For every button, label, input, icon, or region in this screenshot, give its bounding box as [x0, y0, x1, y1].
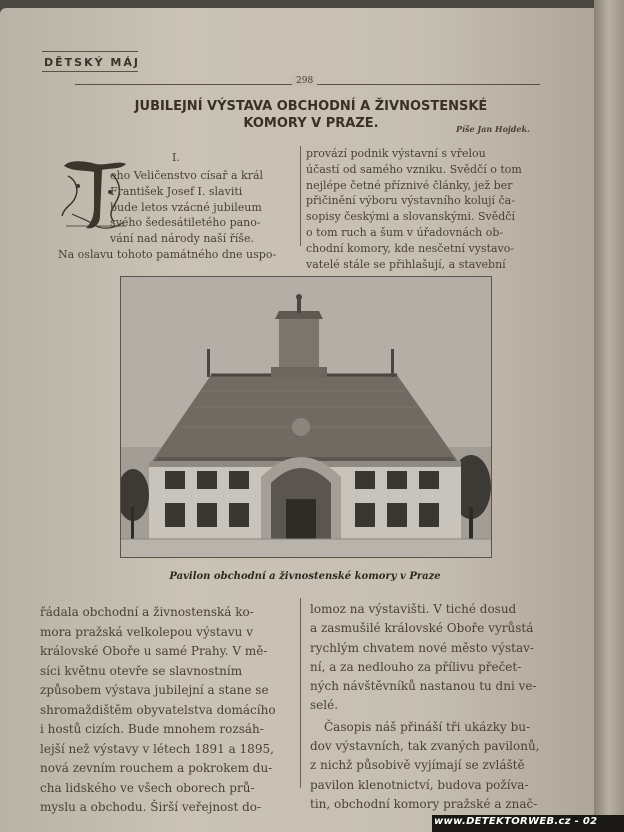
text-line: tin, obchodní komory pražské a znač- [310, 796, 538, 811]
article-title-line-2: KOMORY V PRAZE. [243, 116, 379, 131]
text-line: královské Oboře u samé Prahy. V mě- [40, 644, 268, 658]
text-line: lomoz na výstavišti. V tiché dosud [310, 602, 517, 616]
text-line: chodní komory, kde nesčetní vystavo- [306, 241, 515, 255]
text-line: František Josef I. slaviti [110, 184, 243, 198]
page-number: 298 [292, 76, 317, 86]
photo-caption: Pavilon obchodní a živnostenské komory v Praze [169, 571, 441, 582]
text-line: cha lidského ve všech oborech prů- [40, 780, 255, 795]
text-line: pavilon klenotnictví, budova požíva- [310, 777, 529, 792]
text-line: Na oslavu tohoto památného dne uspo- [58, 247, 277, 261]
text-line: eho Veličenstvo císař a král [110, 169, 264, 182]
text-line: nejlépe četné příznivé články, jež ber [306, 178, 513, 192]
text-line: ní, a za nedlouho za přílivu přečet- [310, 659, 522, 674]
watermark-text: www.DETEKTORWEB.cz - 02 [434, 816, 598, 827]
text-line: dov výstavních, tak zvaných pavilonů, [310, 739, 540, 754]
header-rule-top [42, 51, 138, 52]
text-line: selé. [310, 698, 339, 713]
text-line: nová zevním rouchem a pokrokem du- [40, 761, 273, 775]
text-line: lejší než výstavy v létech 1891 a 1895, [40, 741, 274, 756]
text-line: ných návštěvníků nastanou tu dni ve- [310, 679, 537, 694]
text-line: z nichž působivě vyjímají se zvláště [310, 758, 525, 773]
header-rule-bottom [42, 71, 138, 72]
column-divider [300, 146, 301, 246]
article-title-line-1: JUBILEJNÍ VÝSTAVA OBCHODNÍ A ŽIVNOSTENSKÉ [134, 99, 488, 114]
text-line: i hostů cizích. Bude mnohem rozsáh- [40, 722, 264, 736]
column-divider [300, 598, 301, 788]
text-line: mora pražská velkolepou výstavu v [40, 624, 253, 639]
text-line: způsobem výstava jubilejní a stane se [40, 683, 269, 697]
text-line: přičinění výboru výstavního kolují ča- [306, 194, 515, 208]
article-author: Píše Jan Hojdek. [456, 124, 530, 134]
next-page-edge [594, 0, 624, 832]
text-line: svého šedesátiletého pano- [110, 216, 261, 230]
text-line: Časopis náš přináší tři ukázky bu- [324, 719, 531, 734]
text-line: bude letos vzácné jubileum [110, 200, 262, 214]
text-line: řádala obchodní a živnostenská ko- [40, 605, 254, 619]
text-line: provází podnik výstavní s vřelou [306, 147, 486, 160]
text-line: a zasmušilé královské Oboře vyrůstá [310, 621, 534, 636]
text-line: síci květnu otevře se slavnostním [40, 663, 243, 678]
text-line: vání nad národy naší říše. [110, 232, 255, 246]
pavilion-photo [120, 276, 492, 558]
section-numeral: I. [172, 151, 180, 164]
text-column-bottom-left [40, 603, 292, 818]
text-line: účastí od samého vzniku. Svědčí o tom [306, 162, 522, 176]
text-line: vatelé stále se přihlašují, a stavební [306, 257, 506, 271]
text-column-bottom-right [310, 600, 572, 814]
text-column-top-left [58, 168, 296, 263]
magazine-title: DĚTSKÝ MÁJ [44, 56, 140, 69]
text-line: sopisy českými a slovanskými. Svědčí [306, 210, 515, 224]
text-line: o tom ruch a šum v úřadovnách ob- [306, 225, 504, 239]
text-line: shromaždištěm obyvatelstva domácího [40, 702, 276, 717]
text-line: myslu a obchodu. Širší veřejnost do- [40, 800, 262, 814]
text-line: rychlým chvatem nové město výstav- [310, 640, 534, 655]
text-column-top-right [306, 146, 556, 272]
